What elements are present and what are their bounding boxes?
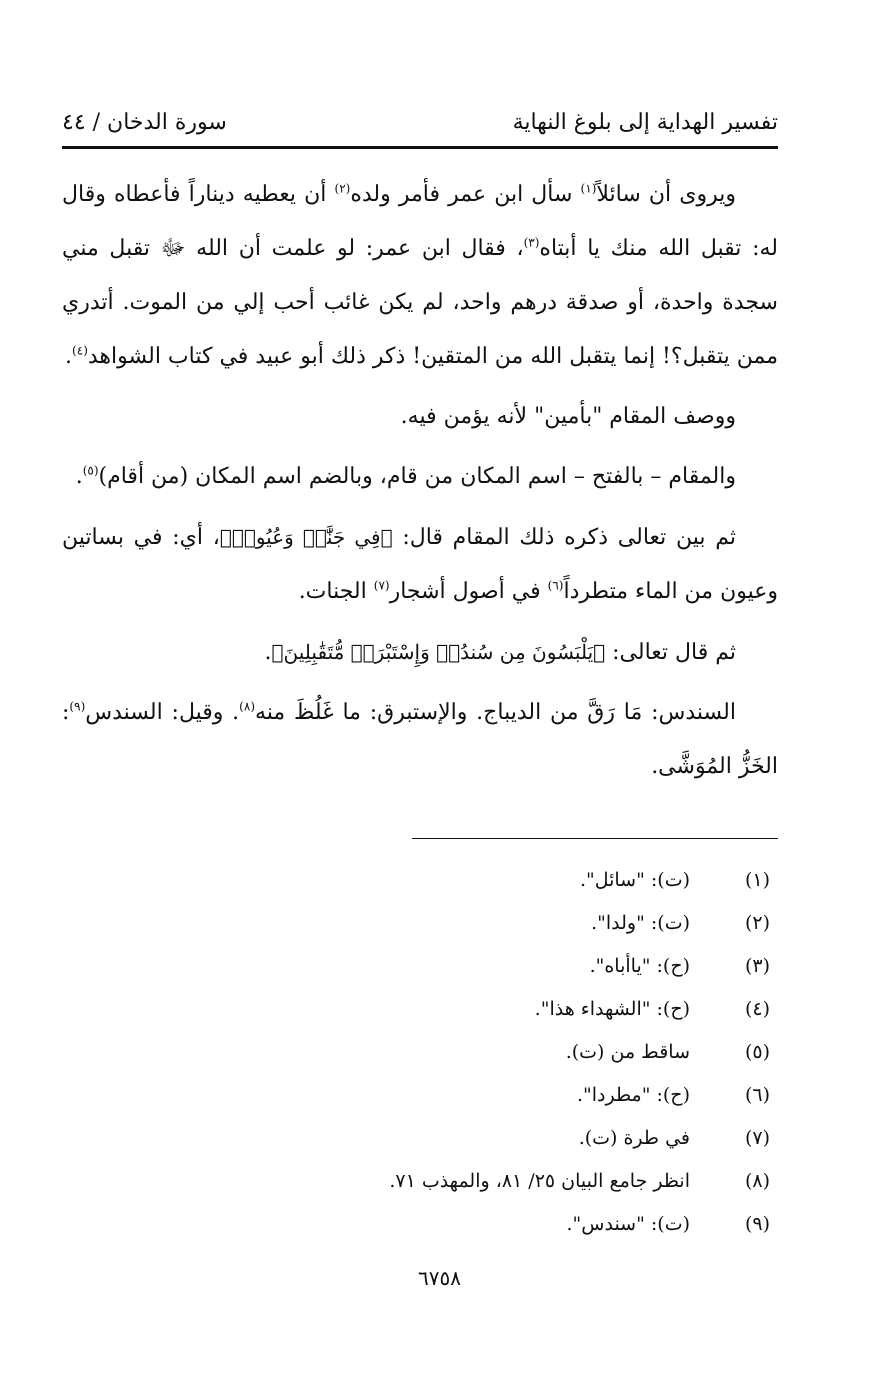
text-run: . (264, 640, 272, 665)
page-number: ٦٧٥٨ (418, 1266, 461, 1290)
footnote-item (62, 1116, 778, 1159)
text-run: سأل ابن عمر فأمر ولده (350, 182, 581, 207)
text-run: ، فقال ابن عمر: لو علمت أن الله ﷻ تقبل مني سجدة واحدة، أو صدقة درهم واحد، لم يكن غائب أحب إلي من الموت. أتدري ممن يتقبل؟! إنما يتقبل الله من المتقين! ذكر ذلك أبو عبيد في كتاب الشواهد (62, 236, 778, 369)
quran-verse: ﴿يَلْبَسُونَ مِن سُندُسٖ وَإِسْتَبْرَقٖ مُّتَقَٰبِلِينَ﴾ (271, 640, 606, 664)
paragraph-3 (62, 450, 778, 504)
text-run: الجنات. (298, 579, 374, 604)
text-run: ثم قال تعالى: (605, 640, 736, 665)
main-text (62, 168, 778, 800)
surah-title: سورة الدخان / ٤٤ (62, 109, 227, 135)
footnote-item (62, 901, 778, 944)
text-run: . (75, 464, 83, 489)
footnote-text: (ت): "ولدا". (591, 911, 690, 934)
footnote-number: (٢) (744, 911, 770, 934)
footnote-text: (ح): "الشهداء هذا". (534, 997, 690, 1020)
footnote-number: (٣) (744, 954, 770, 977)
footnote-number: (٩) (744, 1212, 770, 1235)
running-header (62, 100, 778, 144)
footnote-item (62, 987, 778, 1030)
footnote-text: ساقط من (ت). (565, 1040, 690, 1063)
paragraph-4 (62, 510, 778, 619)
text-run: أن يعطيه ديناراً فأعطاه وقال له: تقبل الله منك يا أبتاه (62, 182, 779, 261)
footnote-ref-2[interactable]: (٢) (334, 181, 351, 196)
footnote-number: (٧) (744, 1126, 770, 1149)
footnote-ref-1[interactable]: (١) (580, 181, 597, 196)
footnote-item (62, 1030, 778, 1073)
footnote-text: (ح): "ياأباه". (589, 954, 690, 977)
footnote-item (62, 1159, 778, 1202)
text-run: . (65, 344, 73, 369)
footnote-ref-5[interactable]: (٥) (82, 463, 99, 478)
footnote-ref-3[interactable]: (٣) (523, 235, 540, 250)
footnote-item (62, 858, 778, 901)
text-run: ، أي: في بساتين وعيون من الماء متطرداً (62, 525, 778, 604)
quran-verse: ﴿فِي جَنَّٰتٖ وَعُيُونٖ﴾ (219, 525, 393, 549)
footnote-ref-9[interactable]: (٩) (69, 699, 86, 714)
paragraph-5 (62, 625, 778, 680)
footnote-text: في طرة (ت). (578, 1126, 690, 1149)
footnote-separator (412, 838, 778, 839)
footnote-item (62, 1202, 778, 1245)
footnote-item (62, 1073, 778, 1116)
footnote-text: (ت): "سائل". (579, 868, 690, 891)
paragraph-2: ووصف المقام "بأمين" لأنه يؤمن فيه. (400, 404, 736, 429)
book-title: تفسير الهداية إلى بلوغ النهاية (512, 109, 778, 135)
text-run: في أصول أشجار (389, 579, 548, 604)
footnote-text: (ح): "مطردا". (576, 1083, 690, 1106)
footnote-number: (١) (744, 868, 770, 891)
footnote-number: (٨) (744, 1169, 770, 1192)
text-run: ويروى أن سائلاً (596, 182, 736, 207)
text-run: والمقام – بالفتح – اسم المكان من قام، وبالضم اسم المكان (من أقام) (98, 464, 736, 489)
text-run: السندس: مَا رَقَّ من الديباج. والإستبرق: ما غَلُظَ منه (255, 700, 736, 725)
paragraph-6 (62, 686, 778, 794)
footnote-number: (٦) (744, 1083, 770, 1106)
header-rule (62, 146, 778, 149)
footnote-ref-6[interactable]: (٦) (547, 578, 564, 593)
footnote-item (62, 944, 778, 987)
footnote-number: (٤) (744, 997, 770, 1020)
footnote-ref-4[interactable]: (٤) (72, 343, 88, 358)
text-run: ثم بين تعالى ذكره ذلك المقام قال: (392, 525, 736, 550)
footnote-text: (ت): "سندس". (566, 1212, 690, 1235)
footnote-number: (٥) (744, 1040, 770, 1063)
footnote-ref-7[interactable]: (٧) (373, 578, 390, 593)
footnotes (62, 858, 778, 1245)
footnote-text: انظر جامع البيان ٢٥/ ٨١، والمهذب ٧١. (389, 1169, 690, 1192)
footnote-ref-8[interactable]: (٨) (239, 699, 255, 714)
text-run: : الخَزُّ المُوَشَّى. (62, 700, 778, 779)
text-run: . وقيل: السندس (85, 700, 240, 725)
paragraph-1 (62, 168, 778, 384)
